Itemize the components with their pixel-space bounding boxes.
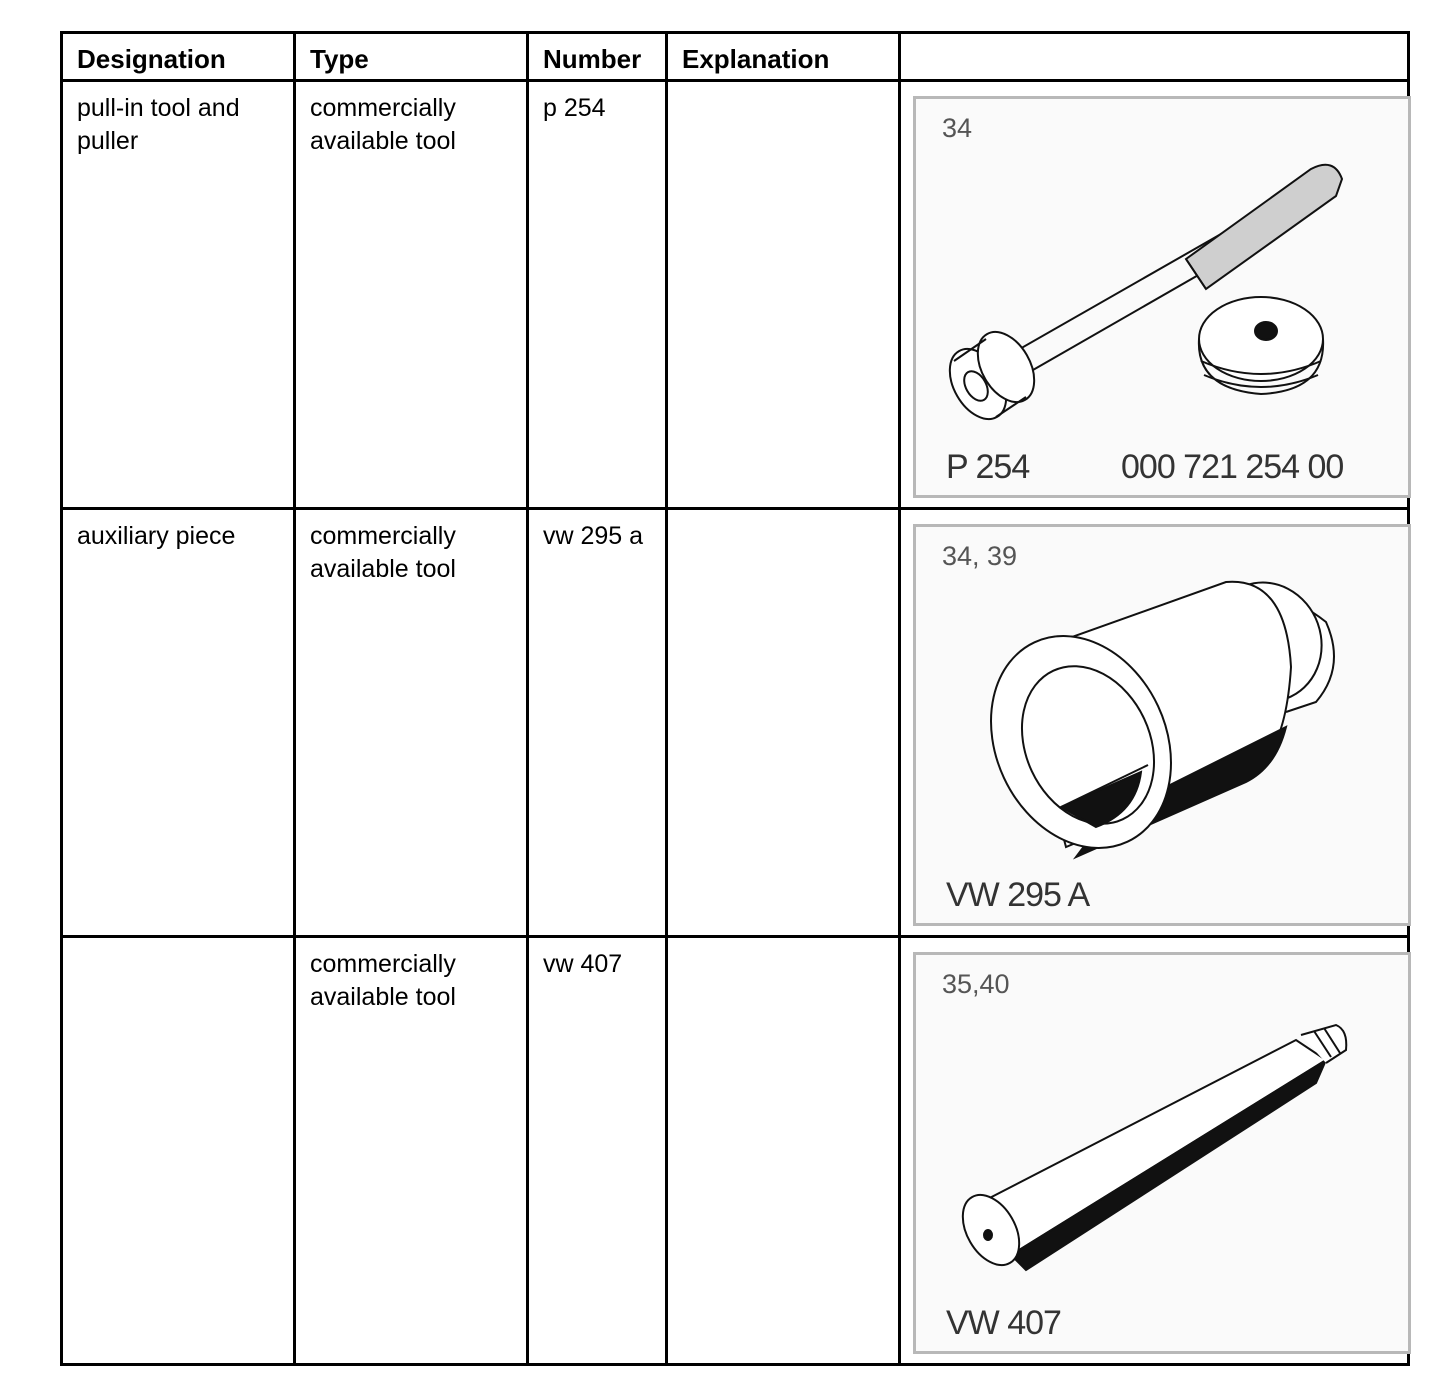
- designation-cell: auxiliary piece: [62, 509, 295, 937]
- auxiliary-sleeve-drawing: [916, 527, 1406, 927]
- tool-figure: [913, 524, 1411, 926]
- designation-cell: pull-in tool and puller: [62, 81, 295, 509]
- header-explanation: Explanation: [667, 33, 900, 81]
- figure-cell: [900, 937, 1409, 1365]
- explanation-cell: [667, 509, 900, 937]
- explanation-cell: [667, 937, 900, 1365]
- figure-caption: P 254: [946, 448, 1030, 486]
- figure-part-number: 000 721 254 00: [1121, 448, 1344, 486]
- tool-figure: [913, 952, 1411, 1354]
- mandrel-drawing: [916, 955, 1406, 1355]
- table-row: [62, 509, 1409, 937]
- pull-in-tool-and-puller-drawing: [916, 99, 1406, 499]
- figure-ref: 35,40: [942, 969, 1010, 999]
- table-row: [62, 81, 1409, 509]
- table-row: [62, 937, 1409, 1365]
- figure-caption: VW 407: [946, 1304, 1061, 1342]
- type-cell: commercially available tool: [295, 509, 528, 937]
- header-number: Number: [528, 33, 667, 81]
- figure-ref: 34: [942, 113, 973, 143]
- type-cell: commercially available tool: [295, 81, 528, 509]
- header-designation: Designation: [62, 33, 295, 81]
- figure-caption: VW 295 A: [946, 876, 1090, 914]
- figure-cell: [900, 509, 1409, 937]
- special-tools-table: [60, 31, 1410, 1366]
- figure-cell: [900, 81, 1409, 509]
- number-cell: vw 407: [528, 937, 667, 1365]
- explanation-cell: [667, 81, 900, 509]
- tool-figure: [913, 96, 1411, 498]
- designation-cell: [62, 937, 295, 1365]
- figure-ref: 34, 39: [942, 541, 1018, 571]
- header-type: Type: [295, 33, 528, 81]
- header-row: [62, 33, 1409, 81]
- number-cell: vw 295 a: [528, 509, 667, 937]
- header-figure: [900, 33, 1409, 81]
- number-cell: p 254: [528, 81, 667, 509]
- type-cell: commercially available tool: [295, 937, 528, 1365]
